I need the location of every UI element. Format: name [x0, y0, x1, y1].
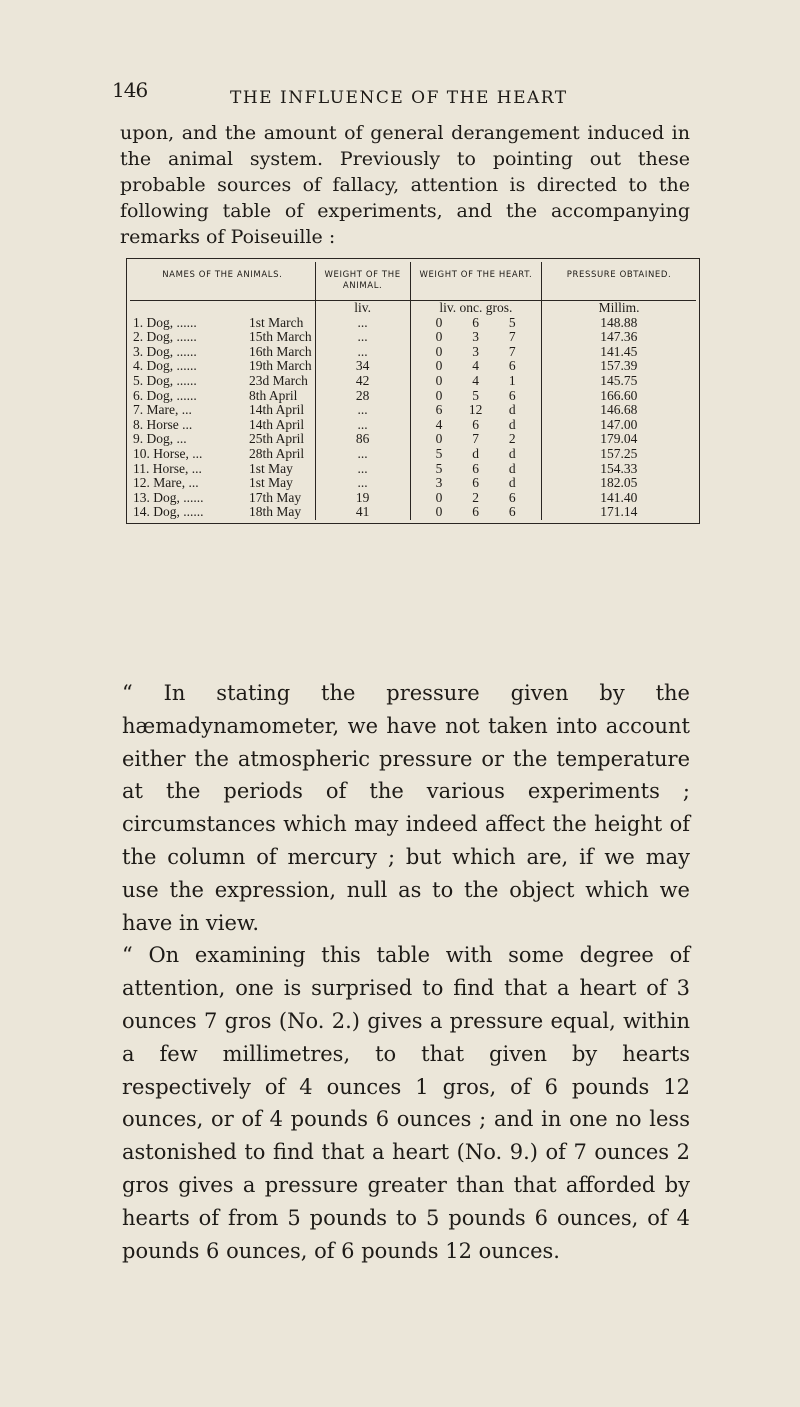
pressure-value: 154.33 — [600, 460, 638, 476]
heart-liv: 0 — [435, 431, 443, 447]
animal-weight: ... — [315, 447, 410, 462]
heart-liv: 0 — [435, 372, 443, 388]
animal-cell — [130, 418, 315, 433]
animal-cell — [130, 462, 315, 477]
table-row — [130, 432, 696, 447]
pressure-value: 145.75 — [600, 372, 638, 388]
heart-weight-cell — [411, 505, 542, 520]
animal-cell — [130, 374, 315, 389]
unit-pressure: Millim. — [598, 300, 640, 315]
animal-weight: ... — [315, 316, 410, 331]
experiment-date: 8th April — [249, 387, 298, 403]
experiment-date: 23d March — [249, 372, 308, 388]
animal-weight: 41 — [315, 505, 410, 520]
units-row — [130, 301, 696, 316]
table-row — [130, 447, 696, 462]
table-row — [130, 316, 696, 331]
heart-gros: d — [508, 460, 516, 476]
animal-weight: 28 — [315, 389, 410, 404]
animal-cell — [130, 389, 315, 404]
animal-cell — [130, 316, 315, 331]
heart-onc: 5 — [472, 387, 479, 403]
intro-paragraph: upon, and the amount of general derangement induced in the animal system. Previously to pointing out these probable sources of fallacy, attention is directed to the following table of experiments, and the accompanying remarks of Poiseuille : — [120, 122, 690, 248]
experiment-date: 28th April — [249, 445, 305, 461]
heart-liv: 3 — [435, 475, 443, 491]
pressure-value: 179.04 — [600, 431, 638, 447]
heart-weight-cell — [411, 491, 542, 506]
unit-animal: liv. — [315, 301, 410, 316]
heart-liv: 0 — [435, 489, 443, 505]
animal-weight: 42 — [315, 374, 410, 389]
heart-liv: 4 — [435, 416, 443, 432]
table-row — [130, 345, 696, 360]
animal-cell — [130, 491, 315, 506]
heart-onc: 3 — [472, 343, 479, 359]
heart-weight-cell — [411, 345, 542, 360]
heart-gros: 6 — [508, 358, 516, 374]
heart-gros: 7 — [508, 343, 516, 359]
animal-name: 9. Dog, ... — [133, 431, 187, 447]
pressure-value: 166.60 — [600, 387, 638, 403]
heart-weight-cell — [411, 447, 542, 462]
page-header — [0, 66, 800, 106]
pressure-value: 157.39 — [600, 358, 638, 374]
heart-weight-cell — [411, 330, 542, 345]
pressure-value: 146.68 — [600, 402, 638, 418]
heart-weight-cell — [411, 389, 542, 404]
experiment-date: 17th May — [249, 489, 302, 505]
animal-weight: ... — [315, 330, 410, 345]
animal-name: 5. Dog, ...... — [133, 372, 197, 388]
heart-gros: d — [508, 445, 516, 461]
heart-onc: 2 — [472, 489, 479, 505]
animal-weight: ... — [315, 476, 410, 491]
pressure-value: 148.88 — [600, 314, 638, 330]
heart-onc: 6 — [472, 475, 479, 491]
body-text — [122, 677, 690, 1267]
animal-cell — [130, 447, 315, 462]
animal-name: 11. Horse, ... — [133, 460, 202, 476]
animal-cell — [130, 359, 315, 374]
animal-cell — [130, 330, 315, 345]
heart-weight-cell — [411, 374, 542, 389]
animal-cell — [130, 505, 315, 520]
heart-gros: 6 — [508, 504, 516, 520]
heart-gros: 1 — [508, 372, 516, 388]
pressure-value: 147.00 — [600, 416, 638, 432]
heart-gros: 2 — [508, 431, 516, 447]
animal-name: 1. Dog, ...... — [133, 314, 197, 330]
animal-cell — [130, 345, 315, 360]
page-number: 146 — [112, 78, 148, 102]
body-paragraph-2: “ On examining this table with some degree of attention, one is surprised to find that a heart of 3 ounces 7 gros (No. 2.) gives a pressure equal, within a few millimetres, to that given by hearts respectively of 4 ounces 1 gros, of 6 pounds 12 ounces, or of 4 pounds 6 ounces ; and in one no less astonished to find that a heart (No. 9.) of 7 ounces 2 gros gives a pressure greater than that afforded by hearts of from 5 pounds to 5 pounds 6 ounces, of 4 pounds 6 ounces, of 6 pounds 12 ounces. — [122, 943, 690, 1263]
table-row — [130, 330, 696, 345]
heart-gros: d — [508, 475, 516, 491]
animal-cell — [130, 432, 315, 447]
experiment-date: 14th April — [249, 402, 305, 418]
table-header-row — [130, 262, 696, 301]
pressure-value: 141.45 — [600, 343, 638, 359]
running-head: THE INFLUENCE OF THE HEART — [230, 88, 568, 108]
pressure-value: 147.36 — [600, 329, 638, 345]
heart-onc: 6 — [472, 460, 479, 476]
heart-onc: 3 — [472, 329, 479, 345]
heart-onc: 12 — [468, 402, 483, 418]
animal-name: 7. Mare, ... — [133, 402, 192, 418]
table-body — [130, 301, 696, 520]
heart-gros: 5 — [508, 314, 516, 330]
experiment-date: 19th March — [249, 358, 312, 374]
body-paragraph-1: “ In stating the pressure given by the hæmadynamometer, we have not taken into account either the atmospheric pressure or the temperature at the periods of the various experiments ; circumstances which may indeed affect the height of the column of mercury ; but which are, if we may use the expression, null as to the object which we have in view. — [122, 681, 690, 935]
heart-weight-cell — [411, 316, 542, 331]
unit-heart: liv. onc. gros. — [410, 301, 542, 316]
pressure-value: 182.05 — [600, 475, 638, 491]
table-row — [130, 389, 696, 404]
experiment-date: 14th April — [249, 416, 305, 432]
experiment-date: 25th April — [249, 431, 305, 447]
experiment-date: 1st March — [249, 314, 304, 330]
heart-liv: 5 — [435, 445, 443, 461]
heart-gros: 6 — [508, 489, 516, 505]
heart-onc: 6 — [472, 416, 479, 432]
heart-liv: 5 — [435, 460, 443, 476]
table-row — [130, 374, 696, 389]
heart-gros: 6 — [508, 387, 516, 403]
heart-gros: d — [508, 416, 516, 432]
animal-name: 8. Horse ... — [133, 416, 193, 432]
experiments-table-frame — [126, 258, 700, 524]
pressure-value: 171.14 — [600, 504, 638, 520]
table-row — [130, 462, 696, 477]
heart-liv: 0 — [435, 504, 443, 520]
heart-weight-cell — [411, 432, 542, 447]
heart-liv: 6 — [435, 402, 443, 418]
animal-weight: 86 — [315, 432, 410, 447]
animal-weight: ... — [315, 462, 410, 477]
experiment-date: 18th May — [249, 504, 302, 520]
heart-gros: 7 — [508, 329, 516, 345]
col-header-pressure: PRESSURE OBTAINED. — [542, 262, 696, 301]
animal-cell — [130, 403, 315, 418]
table-row — [130, 505, 696, 520]
heart-liv: 0 — [435, 343, 443, 359]
experiment-date: 16th March — [249, 343, 312, 359]
heart-onc: 6 — [472, 504, 479, 520]
table-row — [130, 403, 696, 418]
heart-onc: d — [472, 445, 479, 461]
animal-name: 3. Dog, ...... — [133, 343, 197, 359]
animal-name: 14. Dog, ...... — [133, 504, 204, 520]
animal-name: 2. Dog, ...... — [133, 329, 197, 345]
experiment-date: 1st May — [249, 460, 293, 476]
animal-weight: ... — [315, 345, 410, 360]
table-row — [130, 418, 696, 433]
pressure-value: 157.25 — [600, 445, 638, 461]
animal-cell — [130, 476, 315, 491]
heart-weight-cell — [411, 403, 542, 418]
heart-onc: 4 — [472, 358, 479, 374]
heart-liv: 0 — [435, 314, 443, 330]
animal-name: 10. Horse, ... — [133, 445, 203, 461]
animal-weight: ... — [315, 418, 410, 433]
col-header-animal-weight: WEIGHT OF THE ANIMAL. — [315, 262, 410, 301]
heart-weight-cell — [411, 418, 542, 433]
heart-weight-cell — [411, 359, 542, 374]
animal-name: 6. Dog, ...... — [133, 387, 197, 403]
table-row — [130, 359, 696, 374]
heart-liv: 0 — [435, 329, 443, 345]
animal-name: 4. Dog, ...... — [133, 358, 197, 374]
heart-weight-cell — [411, 476, 542, 491]
experiment-date: 15th March — [249, 329, 312, 345]
heart-liv: 0 — [435, 358, 443, 374]
animal-name: 13. Dog, ...... — [133, 489, 204, 505]
experiments-table — [130, 262, 696, 520]
table-row — [130, 491, 696, 506]
animal-weight: ... — [315, 403, 410, 418]
heart-weight-cell — [411, 462, 542, 477]
table-row — [130, 476, 696, 491]
heart-liv: 0 — [435, 387, 443, 403]
pressure-value: 141.40 — [600, 489, 638, 505]
heart-gros: d — [508, 402, 516, 418]
col-header-heart-weight: WEIGHT OF THE HEART. — [410, 262, 542, 301]
animal-weight: 19 — [315, 491, 410, 506]
animal-weight: 34 — [315, 359, 410, 374]
heart-onc: 7 — [472, 431, 479, 447]
col-header-names: NAMES OF THE ANIMALS. — [130, 262, 315, 301]
heart-onc: 6 — [472, 314, 479, 330]
animal-name: 12. Mare, ... — [133, 475, 199, 491]
heart-onc: 4 — [472, 372, 479, 388]
experiment-date: 1st May — [249, 475, 293, 491]
